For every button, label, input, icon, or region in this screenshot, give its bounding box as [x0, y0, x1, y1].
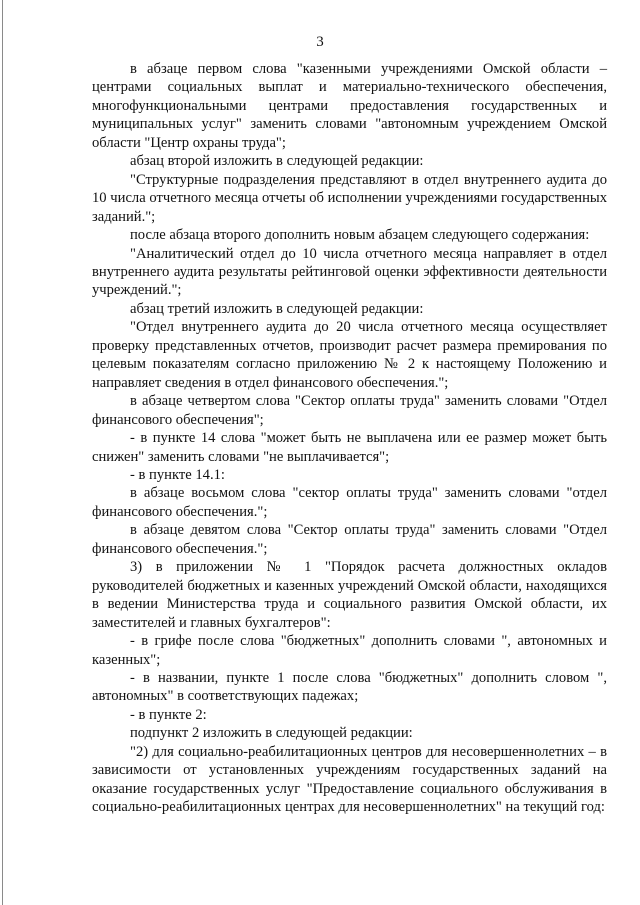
paragraph: "Отдел внутреннего аудита до 20 числа отчетного месяца осуществляет проверку представленных отчетов, производит расчет размера премирования по целевым показателям согласно приложению № 2 к настоящему Положению и направляет сведения в отдел финансового обеспечения."; — [92, 319, 607, 391]
paragraph: "Структурные подразделения представляют в отдел внутреннего аудита до 10 числа отчетного месяца отчеты об исполнении учреждениями государственных заданий."; — [92, 171, 607, 225]
paragraph: - в пункте 2: — [130, 706, 207, 723]
paragraph: в абзаце восьмом слова "сектор оплаты труда" заменить словами "отдел финансового обеспечения."; — [92, 485, 607, 520]
paragraph: - в названии, пункте 1 после слова "бюджетных" дополнить словом ", автономных" в соответствующих падежах; — [92, 669, 607, 705]
page-number: 3 — [316, 34, 324, 50]
paragraph: "Аналитический отдел до 10 числа отчетного месяца направляет в отдел внутреннего аудита результаты рейтинговой оценки эффективности деятельности учреждений."; — [92, 245, 607, 299]
paragraph: подпункт 2 изложить в следующей редакции: — [130, 725, 413, 742]
paragraph: в абзаце девятом слова "Сектор оплаты труда" заменить словами "Отдел финансового обеспечения."; — [92, 522, 607, 557]
scan-edge-line — [2, 0, 3, 905]
paragraph: - в пункте 14.1: — [130, 466, 225, 483]
paragraph: после абзаца второго дополнить новым абзацем следующего содержания: — [130, 227, 590, 244]
paragraph: 3) в приложении № 1 "Порядок расчета должностных окладов руководителей бюджетных и казенных учреждений Омской области, находящихся в ведении Министерства труда и социального развития Омской области, их заместителей и главных бухгалтеров": — [92, 559, 607, 631]
paragraph: - в грифе после слова "бюджетных" дополнить словами ", автономных и казенных"; — [92, 633, 607, 668]
paragraph: в абзаце первом слова "казенными учреждениями Омской области – центрами социальных выплат и материально-технического обеспечения, многофункциональными центрами предоставления государственных и муниципальных услуг" заменить словами "автономным учреждением Омской области "Центр охраны труда"; — [92, 61, 607, 151]
paragraph: абзац третий изложить в следующей редакции: — [130, 300, 424, 317]
paragraph: абзац второй изложить в следующей редакции: — [130, 153, 424, 170]
document-body — [92, 60, 607, 817]
paragraph: в абзаце четвертом слова "Сектор оплаты труда" заменить словами "Отдел финансового обеспечения"; — [92, 393, 607, 428]
paragraph: "2) для социально-реабилитационных центров для несовершеннолетних – в зависимости от установленных учреждениям государственных заданий на оказание государственных услуг "Предоставление социального обслуживания в социально-реабилитационных центрах для несовершеннолетних" на текущий год: — [92, 743, 607, 816]
paragraph: - в пункте 14 слова "может быть не выплачена или ее размер может быть снижен" заменить словами "не выплачивается"; — [92, 430, 607, 465]
